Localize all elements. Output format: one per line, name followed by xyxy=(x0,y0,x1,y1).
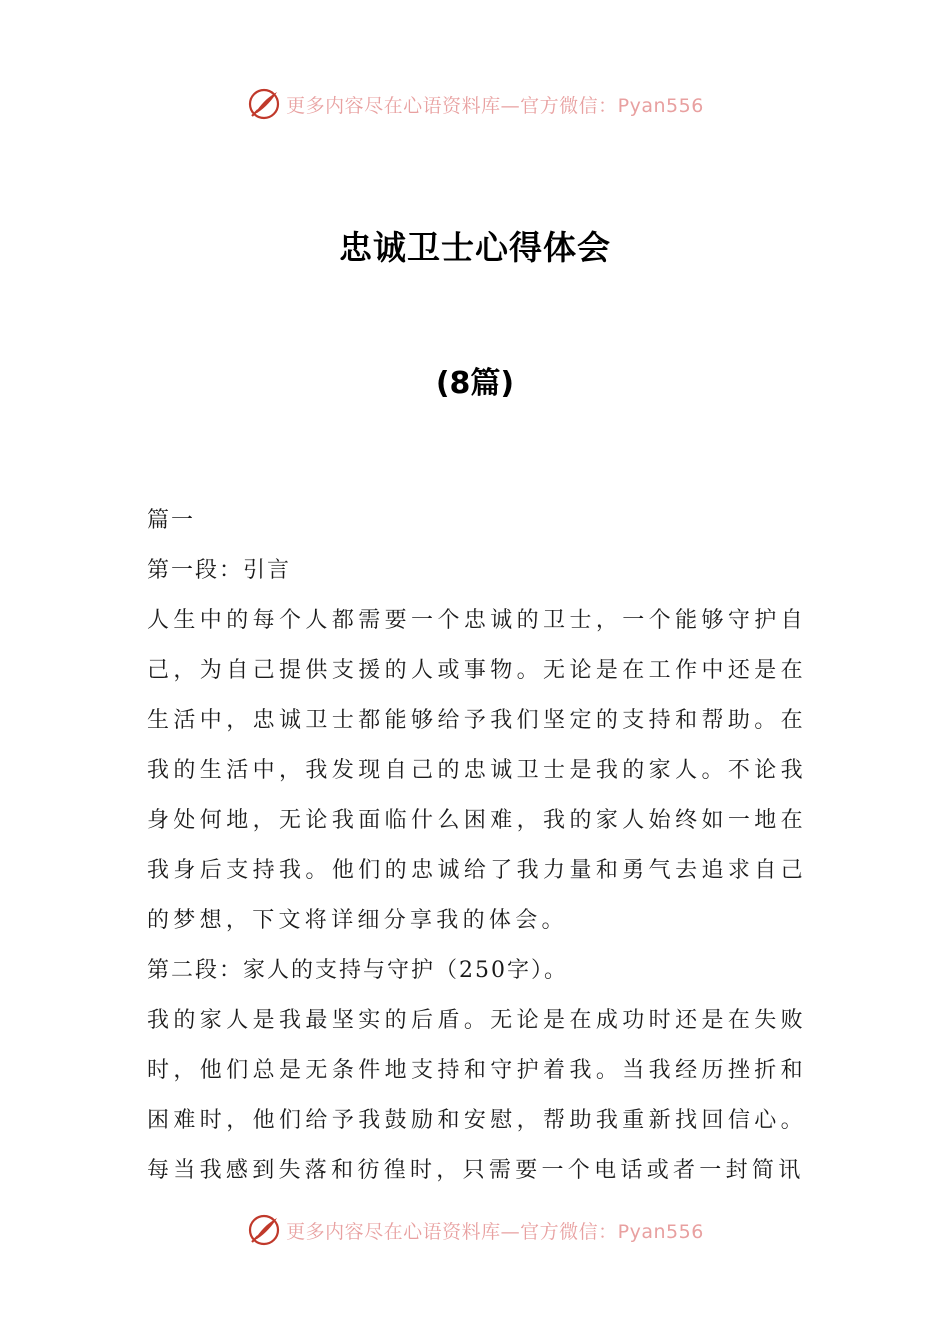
watermark-text xyxy=(286,1217,704,1244)
document-body xyxy=(147,496,807,1196)
watermark-text-cn: 更多内容尽在心语资料库—官方微信： xyxy=(286,94,618,117)
watermark-text-cn: 更多内容尽在心语资料库—官方微信： xyxy=(286,1220,618,1243)
paragraph-heading: 第二段：家人的支持与守护（250字）。 xyxy=(147,958,568,983)
quill-logo-icon xyxy=(246,86,282,122)
watermark-text xyxy=(286,91,704,118)
watermark-wechat-id: Pyan556 xyxy=(617,1220,704,1243)
document-title: 忠诚卫士心得体会 xyxy=(339,228,611,267)
paragraph: 我的家人是我最坚实的后盾。无论是在成功时还是在失败时，他们总是无条件地支持和守护着我。当我经历挫折和困难时，他们给予我鼓励和安慰，帮助我重新找回信心。每当我感到失落和彷徨时，只需要一个电话或者一封简讯 xyxy=(147,1008,807,1183)
paragraph: 人生中的每个人都需要一个忠诚的卫士，一个能够守护自己，为自己提供支援的人或事物。无论是在工作中还是在生活中，忠诚卫士都能够给予我们坚定的支持和帮助。在我的生活中，我发现自己的忠诚卫士是我的家人。不论我身处何地，无论我面临什么困难，我的家人始终如一地在我身后支持我。他们的忠诚给了我力量和勇气去追求自己的梦想，下文将详细分享我的体会。 xyxy=(147,608,807,933)
section-label: 篇一 xyxy=(147,508,196,533)
paragraph-heading: 第一段：引言 xyxy=(147,558,292,583)
watermark-banner-bottom xyxy=(0,1208,950,1252)
quill-logo-icon xyxy=(246,1212,282,1248)
watermark-wechat-id: Pyan556 xyxy=(617,94,704,117)
watermark-banner-top xyxy=(0,82,950,126)
document-subtitle: (8篇) xyxy=(435,366,515,401)
